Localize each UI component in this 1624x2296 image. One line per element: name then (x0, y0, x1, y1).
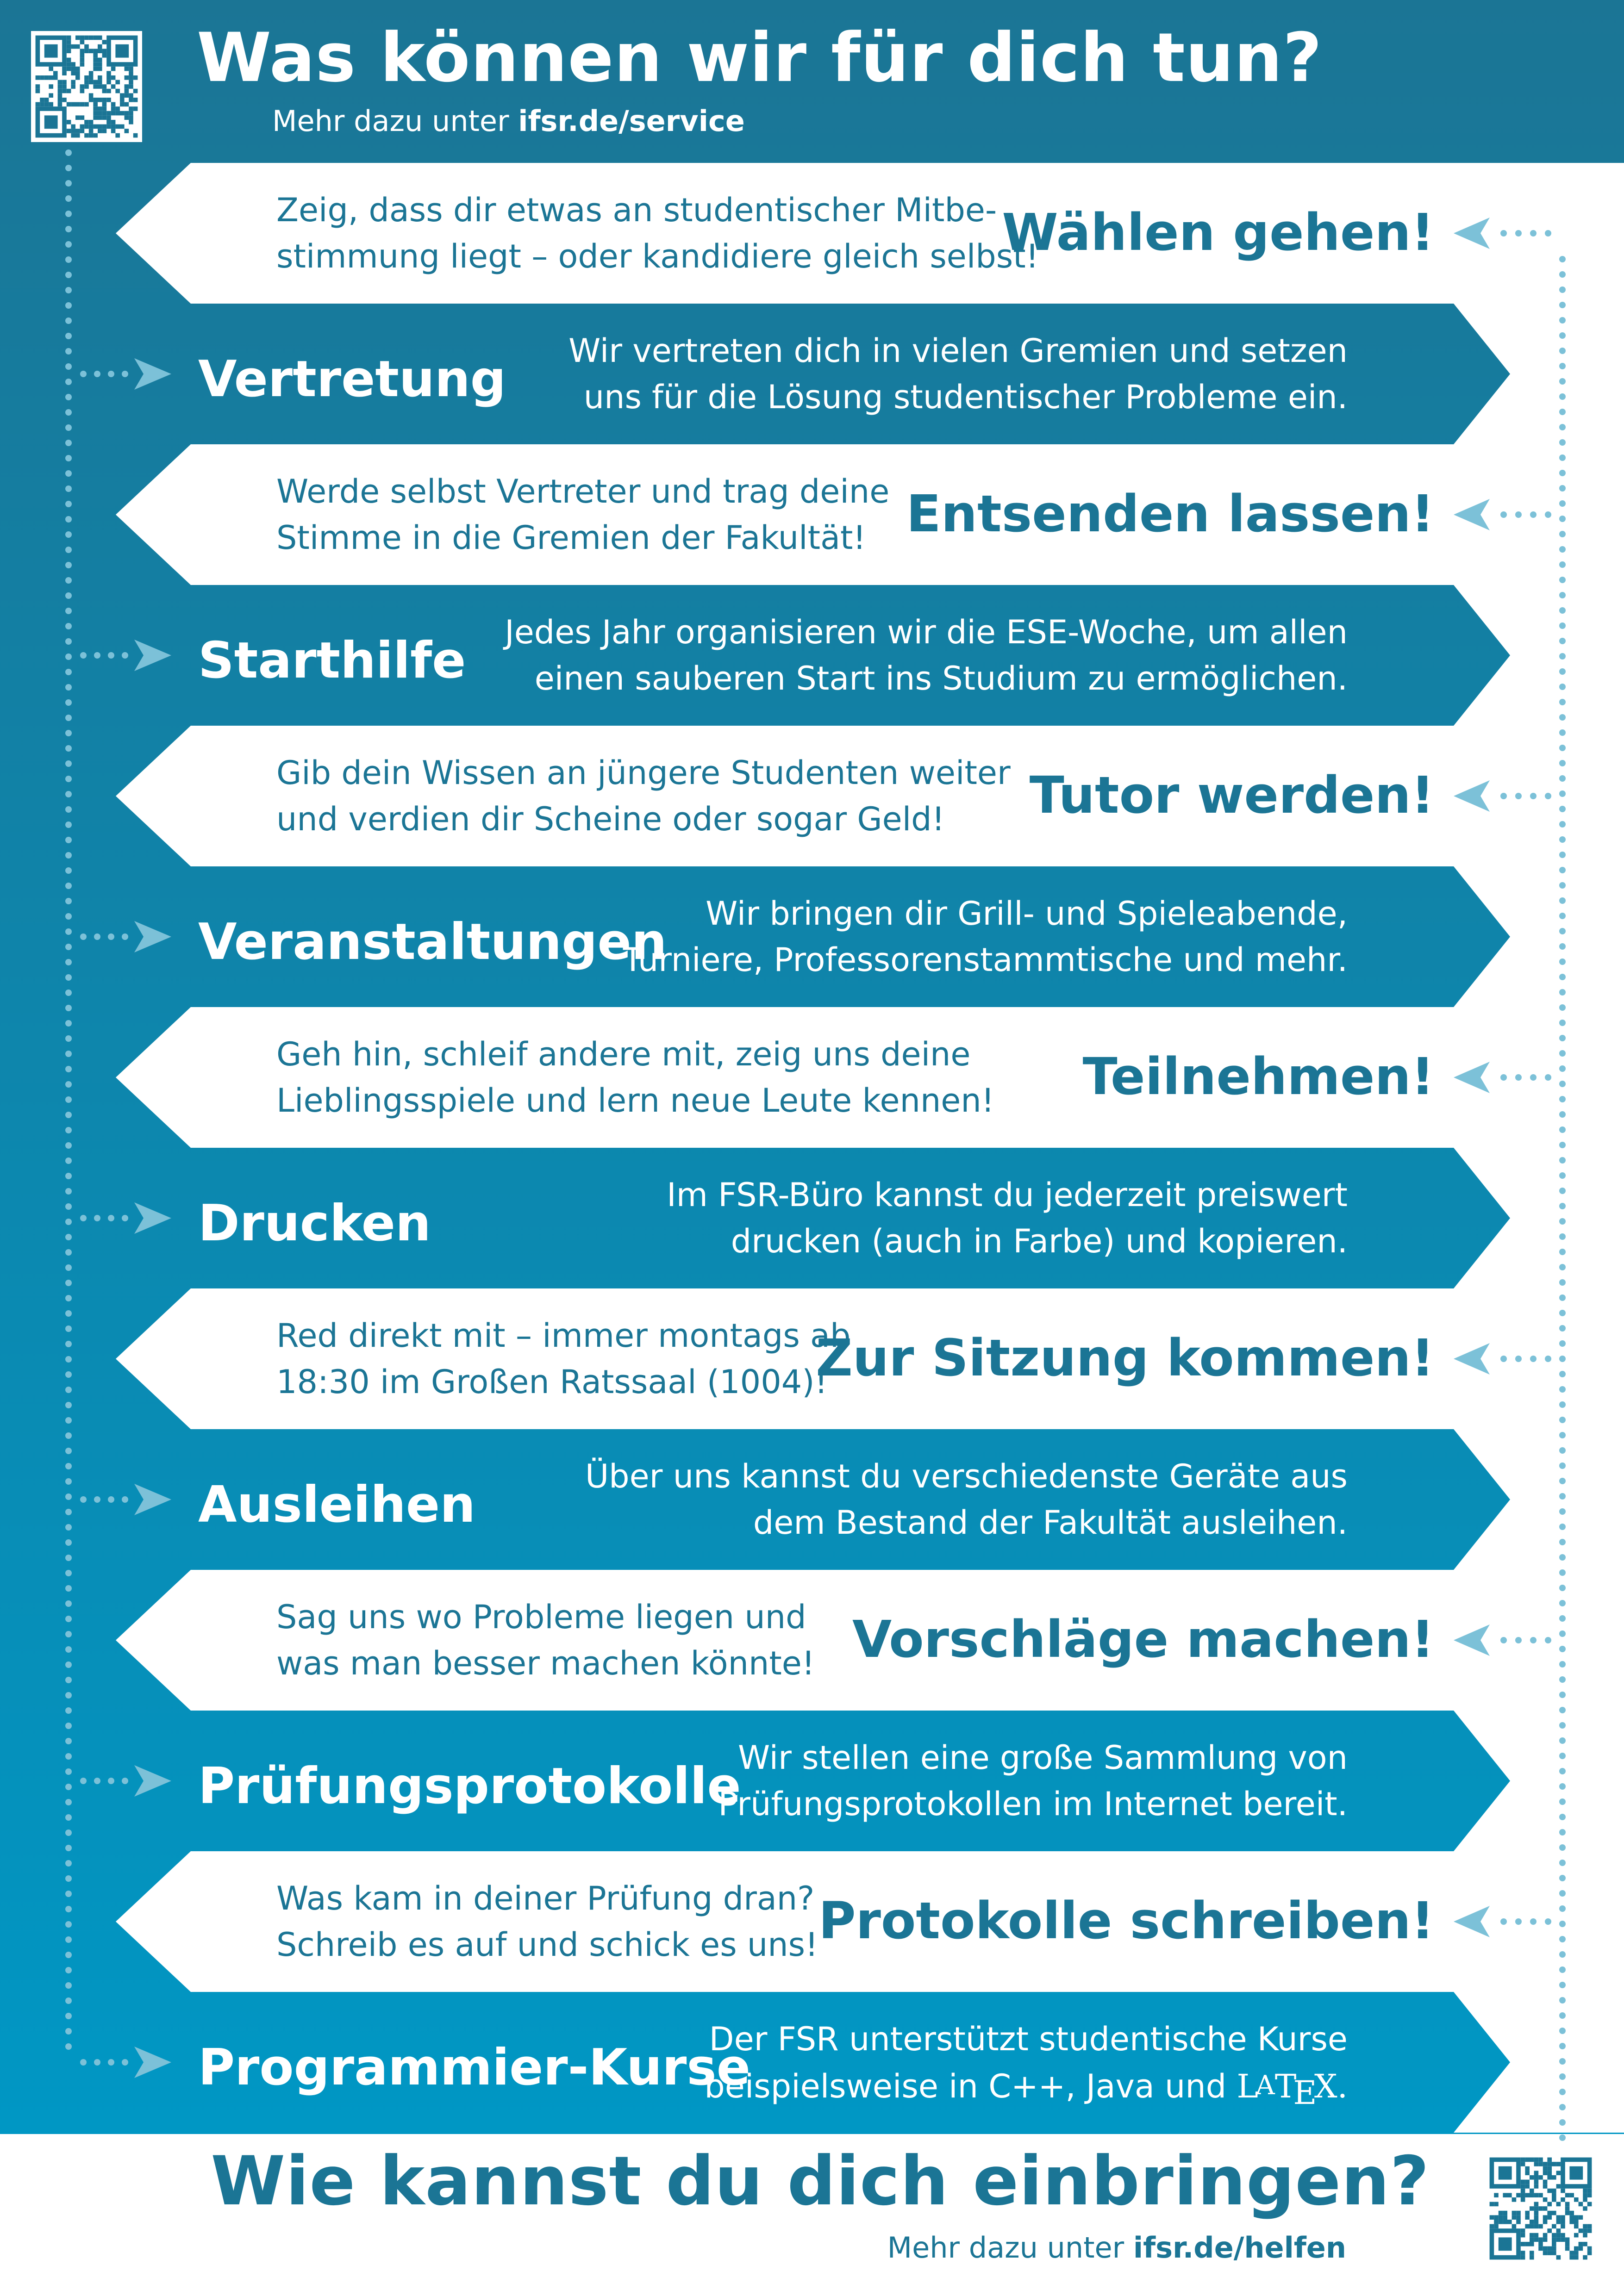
engagement-row (0, 1007, 1624, 1148)
description-line (505, 609, 1348, 655)
description-line-text: 18:30 im Großen Ratssaal (1004)! (276, 1363, 828, 1401)
service-row (0, 1148, 1624, 1288)
service-link[interactable]: ifsr.de/service (518, 104, 745, 138)
description-line-text: Prüfungsprotokollen im Internet bereit. (718, 1785, 1348, 1823)
description-line (704, 2016, 1348, 2062)
service-description (585, 1453, 1348, 1546)
engagement-description (276, 1594, 815, 1686)
engagement-description (276, 187, 1039, 280)
footer-subtitle-prefix: Mehr dazu unter (887, 2231, 1124, 2265)
engagement-title: Teilnehmen! (1082, 1047, 1434, 1106)
description-line-text: drucken (auch in Farbe) und kopieren. (731, 1222, 1348, 1260)
description-line (276, 1875, 818, 1922)
description-line-text: Wir vertreten dich in vielen Gremien und setzen (568, 332, 1348, 370)
description-line-text: Wir bringen dir Grill- und Spieleabende, (706, 895, 1348, 933)
footer-subtitle (887, 2231, 1346, 2265)
description-line (667, 1218, 1348, 1264)
description-line (276, 750, 1011, 796)
engagement-row (0, 1570, 1624, 1711)
description-line-text: Sag uns wo Probleme liegen und (276, 1598, 806, 1636)
description-line-text: Schreib es auf und schick es uns! (276, 1926, 818, 1964)
description-line (623, 890, 1348, 937)
description-line-text: Geh hin, schleif andere mit, zeig uns deine (276, 1035, 971, 1073)
description-line (276, 1359, 850, 1405)
engagement-description (276, 750, 1011, 842)
service-title: Starthilfe (198, 632, 466, 690)
description-line (276, 187, 1039, 233)
service-row (0, 1992, 1624, 2133)
description-line (568, 328, 1348, 374)
service-row (0, 304, 1624, 444)
engagement-description (276, 1875, 818, 1968)
description-line-text: beispielsweise in C++, Java und (704, 2067, 1227, 2105)
description-line-text: was man besser machen könnte! (276, 1644, 815, 1682)
description-line-text: Wir stellen eine große Sammlung von (737, 1739, 1348, 1777)
engagement-title: Vorschläge machen! (852, 1610, 1434, 1669)
engagement-row (0, 726, 1624, 866)
service-title: Ausleihen (198, 1476, 476, 1534)
description-line-text: Jedes Jahr organisieren wir die ESE-Woche, um allen (505, 613, 1348, 651)
description-line (585, 1500, 1348, 1546)
service-title: Vertretung (198, 350, 506, 408)
description-line (505, 655, 1348, 702)
helfen-link[interactable]: ifsr.de/helfen (1133, 2231, 1346, 2265)
description-line (623, 937, 1348, 983)
service-row (0, 585, 1624, 726)
description-line (276, 468, 889, 515)
description-line-text: Stimme in die Gremien der Fakultät! (276, 519, 866, 557)
description-line (718, 1735, 1348, 1781)
engagement-description (276, 1031, 994, 1124)
service-row (0, 1711, 1624, 1851)
description-line-text: Was kam in deiner Prüfung dran? (276, 1879, 815, 1917)
engagement-description (276, 1313, 850, 1405)
description-line (276, 233, 1039, 280)
description-line-text: Red direkt mit – immer montags ab (276, 1317, 851, 1355)
description-line (276, 1077, 994, 1124)
footer-title: Wie kannst du dich einbringen? (211, 2142, 1430, 2221)
header-subtitle-prefix: Mehr dazu unter (272, 104, 509, 138)
description-line-text: stimmung liegt – oder kandidiere gleich selbst! (276, 237, 1039, 275)
header-subtitle (272, 104, 745, 138)
description-line (667, 1172, 1348, 1218)
service-row (0, 1429, 1624, 1570)
description-line (704, 2062, 1348, 2116)
service-description (667, 1172, 1348, 1264)
description-line (276, 796, 1011, 842)
service-title: Prüfungsprotokolle (198, 1757, 741, 1815)
description-line-text: Werde selbst Vertreter und trag deine (276, 473, 890, 510)
engagement-row (0, 163, 1624, 304)
description-line-text: Lieblingsspiele und lern neue Leute kennen! (276, 1082, 994, 1120)
engagement-title: Tutor werden! (1029, 765, 1434, 825)
description-line-text: uns für die Lösung studentischer Probleme ein. (583, 378, 1348, 416)
engagement-title: Wählen gehen! (1002, 203, 1434, 262)
engagement-row (0, 1851, 1624, 1992)
description-line-text: Über uns kannst du verschiedenste Geräte aus (585, 1457, 1348, 1495)
service-description (718, 1735, 1348, 1827)
service-title: Veranstaltungen (198, 913, 667, 971)
service-description (568, 328, 1348, 420)
description-line (276, 1922, 818, 1968)
service-description (704, 2016, 1348, 2116)
engagement-row (0, 444, 1624, 585)
description-line-text: dem Bestand der Fakultät ausleihen. (753, 1504, 1348, 1542)
service-title: Programmier-Kurse (198, 2039, 750, 2097)
description-line (585, 1453, 1348, 1500)
latex-logo: LATEX. (1237, 2067, 1348, 2112)
engagement-row (0, 1288, 1624, 1429)
service-title: Drucken (198, 1195, 431, 1252)
service-description (623, 890, 1348, 983)
description-line (568, 374, 1348, 420)
engagement-description (276, 468, 889, 561)
description-line (276, 1031, 994, 1077)
description-line (276, 1594, 815, 1640)
description-line-text: Zeig, dass dir etwas an studentischer Mitbe- (276, 191, 997, 229)
qr-code-helfen-icon[interactable] (1485, 2153, 1596, 2264)
qr-code-service-icon[interactable] (31, 31, 142, 142)
description-line (276, 1640, 815, 1686)
service-row (0, 866, 1624, 1007)
engagement-title: Entsenden lassen! (906, 484, 1434, 543)
description-line-text: Turniere, Professorenstammtische und mehr. (623, 941, 1348, 979)
service-description (505, 609, 1348, 702)
description-line-text: Gib dein Wissen an jüngere Studenten weiter (276, 754, 1011, 792)
description-line-text: Der FSR unterstützt studentische Kurse (709, 2020, 1348, 2058)
description-line (276, 1313, 850, 1359)
description-line-text: und verdien dir Scheine oder sogar Geld! (276, 800, 945, 838)
description-line-text: Im FSR-Büro kannst du jederzeit preiswert (667, 1176, 1348, 1214)
description-line (276, 515, 889, 561)
description-line-text: einen sauberen Start ins Studium zu ermöglichen. (534, 660, 1348, 697)
page-title: Was können wir für dich tun? (197, 19, 1323, 97)
engagement-title: Zur Sitzung kommen! (816, 1328, 1434, 1388)
engagement-title: Protokolle schreiben! (818, 1891, 1434, 1950)
description-line (718, 1781, 1348, 1827)
